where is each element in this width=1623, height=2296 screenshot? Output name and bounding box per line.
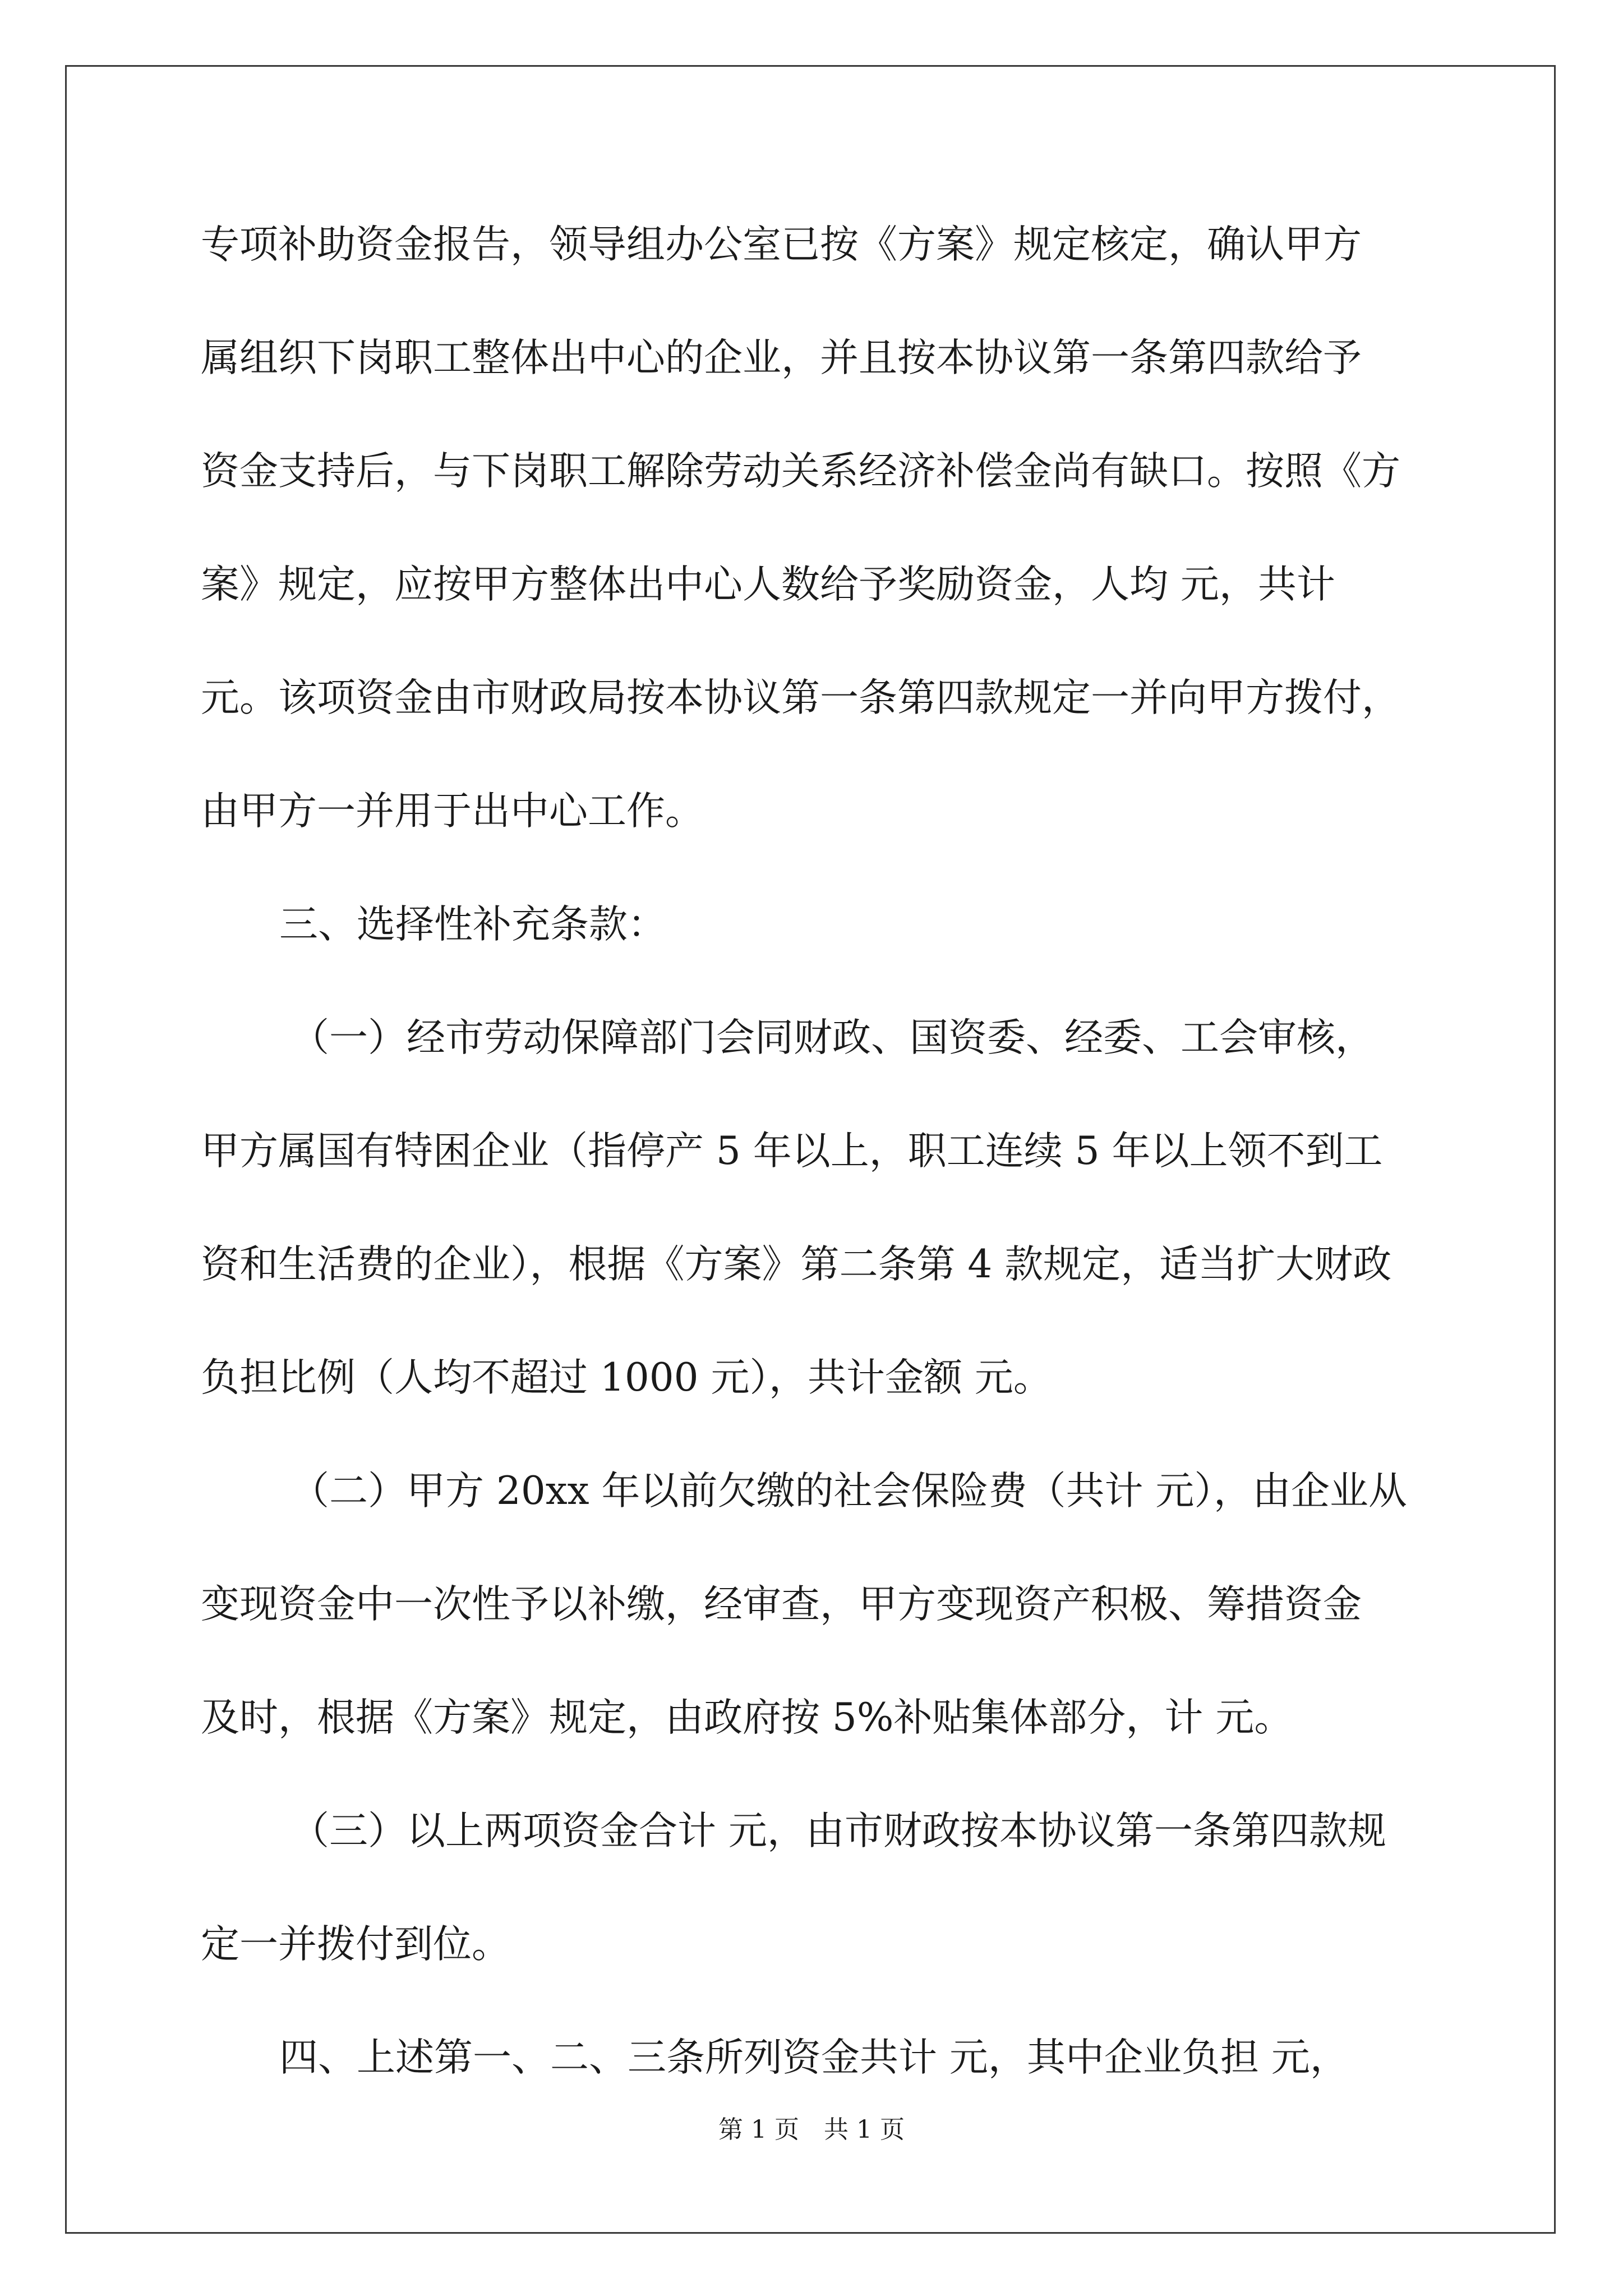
text-line: 及时，根据《方案》规定，由政府按 5%补贴集体部分，计 元。 [201, 1695, 1293, 1740]
text-line: 甲方属国有特困企业（指停产 5 年以上，职工连续 5 年以上领不到工 [201, 1129, 1383, 1174]
document-body [201, 218, 1451, 2085]
text-line: 资和生活费的企业），根据《方案》第二条第 4 款规定，适当扩大财政 [201, 1242, 1392, 1287]
page-footer: 第 1 页 共 1 页 [718, 2115, 905, 2144]
text-line: 由甲方一并用于出中心工作。 [201, 789, 704, 834]
text-line: 负担比例（人均不超过 1000 元），共计金额 元。 [201, 1355, 1052, 1400]
text-line: 变现资金中一次性予以补缴，经审查，甲方变现资产积极、筹措资金 [201, 1582, 1362, 1627]
text-line: （二）甲方 20xx 年以前欠缴的社会保险费（共计 元），由企业从 [291, 1469, 1407, 1513]
section-heading: 三、选择性补充条款： [279, 902, 666, 947]
text-line: 元。该项资金由市财政局按本协议第一条第四款规定一并向甲方拨付， [201, 675, 1400, 720]
text-line: 专项补助资金报告，领导组办公室已按《方案》规定核定，确认甲方 [201, 222, 1362, 267]
text-line: 案》规定，应按甲方整体出中心人数给予奖励资金，人均 元，共计 [201, 562, 1335, 607]
text-line: 属组织下岗职工整体出中心的企业，并且按本协议第一条第四款给予 [201, 335, 1362, 380]
text-line: 四、上述第一、二、三条所列资金共计 元，其中企业负担 元， [279, 2035, 1349, 2080]
text-line: （三）以上两项资金合计 元，由市财政按本协议第一条第四款规 [291, 1809, 1386, 1853]
text-line: （一）经市劳动保障部门会同财政、国资委、经委、工会审核， [291, 1015, 1374, 1060]
text-line: 定一并拨付到位。 [201, 1922, 510, 1967]
text-line: 资金支持后，与下岗职工解除劳动关系经济补偿金尚有缺口。按照《方 [201, 449, 1400, 494]
